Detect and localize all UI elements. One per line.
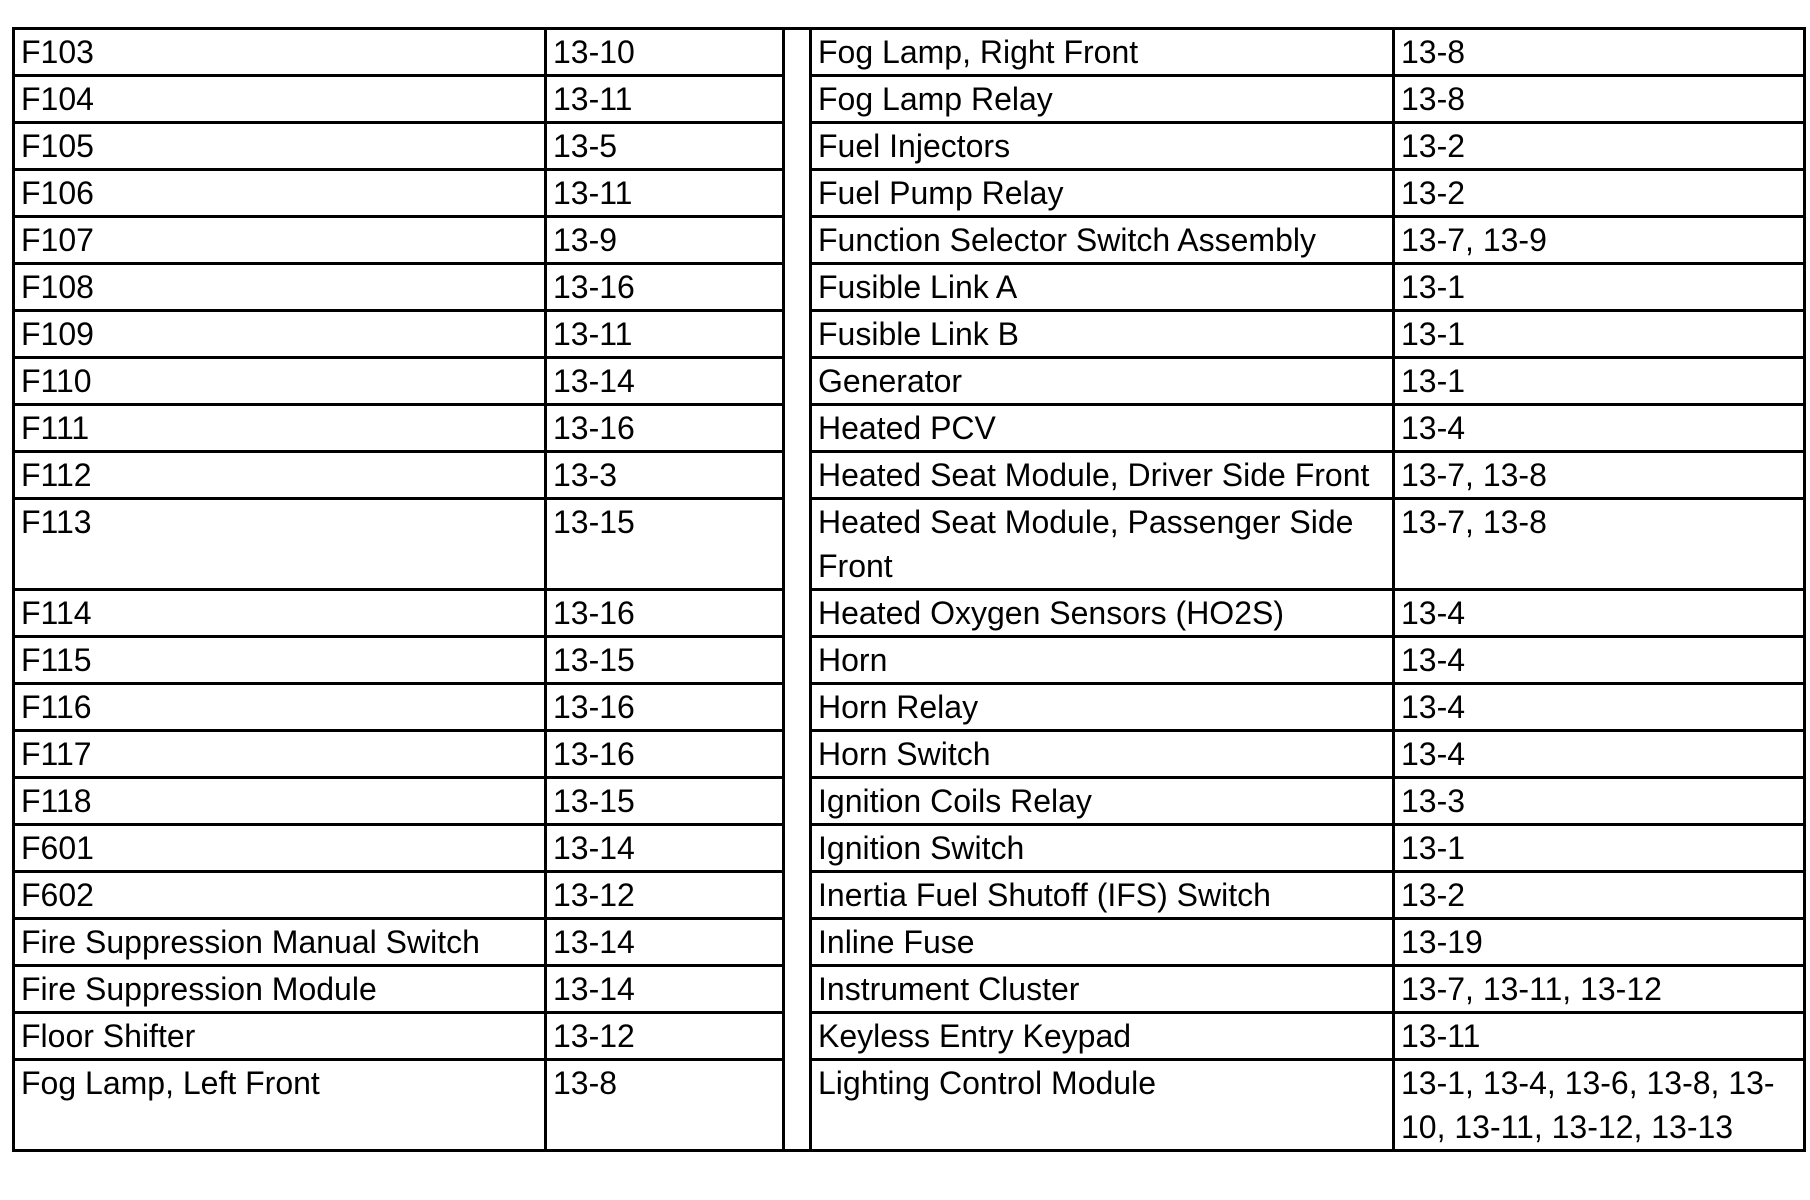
right-component-cell: Heated Seat Module, Driver Side Front [811,452,1394,499]
right-reference-cell: 13-4 [1394,637,1805,684]
table-row [14,405,1805,452]
right-reference-cell: 13-4 [1394,590,1805,637]
left-reference-cell: 13-12 [546,1013,784,1060]
table-row [14,123,1805,170]
left-component-cell: F117 [14,731,546,778]
right-reference-cell: 13-1 [1394,825,1805,872]
left-component-cell: F107 [14,217,546,264]
column-gap [784,684,811,731]
left-reference-cell: 13-14 [546,966,784,1013]
left-reference-cell: 13-5 [546,123,784,170]
column-gap [784,778,811,825]
right-reference-cell: 13-1, 13-4, 13-6, 13-8, 13-10, 13-11, 13-12, 13-13 [1394,1060,1805,1151]
left-reference-cell: 13-3 [546,452,784,499]
table-row [14,637,1805,684]
left-reference-cell: 13-14 [546,919,784,966]
left-component-cell: Fire Suppression Manual Switch [14,919,546,966]
left-reference-cell: 13-9 [546,217,784,264]
left-reference-cell: 13-16 [546,264,784,311]
table-row [14,1060,1805,1151]
right-reference-cell: 13-8 [1394,29,1805,76]
right-reference-cell: 13-7, 13-8 [1394,499,1805,590]
right-component-cell: Fuel Pump Relay [811,170,1394,217]
right-reference-cell: 13-2 [1394,170,1805,217]
table-row [14,499,1805,590]
right-component-cell: Fog Lamp, Right Front [811,29,1394,76]
left-component-cell: F115 [14,637,546,684]
table-row [14,731,1805,778]
left-reference-cell: 13-14 [546,825,784,872]
table-row [14,590,1805,637]
left-component-cell: F108 [14,264,546,311]
right-reference-cell: 13-1 [1394,264,1805,311]
right-component-cell: Horn [811,637,1394,684]
left-component-cell: F118 [14,778,546,825]
table-row [14,966,1805,1013]
right-reference-cell: 13-11 [1394,1013,1805,1060]
table-row [14,170,1805,217]
right-component-cell: Heated Oxygen Sensors (HO2S) [811,590,1394,637]
table-row [14,217,1805,264]
left-component-cell: F601 [14,825,546,872]
column-gap [784,311,811,358]
left-reference-cell: 13-14 [546,358,784,405]
left-reference-cell: 13-15 [546,637,784,684]
column-gap [784,76,811,123]
table-row [14,76,1805,123]
left-component-cell: F103 [14,29,546,76]
column-gap [784,590,811,637]
index-page [12,27,1803,1190]
column-gap [784,405,811,452]
right-component-cell: Fusible Link A [811,264,1394,311]
column-gap [784,217,811,264]
left-reference-cell: 13-11 [546,170,784,217]
right-component-cell: Fusible Link B [811,311,1394,358]
table-row [14,684,1805,731]
left-component-cell: F106 [14,170,546,217]
left-component-cell: F105 [14,123,546,170]
column-gap [784,358,811,405]
right-reference-cell: 13-3 [1394,778,1805,825]
column-gap [784,123,811,170]
right-component-cell: Ignition Switch [811,825,1394,872]
table-row [14,778,1805,825]
left-reference-cell: 13-11 [546,76,784,123]
right-component-cell: Fog Lamp Relay [811,76,1394,123]
column-gap [784,825,811,872]
column-gap [784,1060,811,1151]
table-row [14,311,1805,358]
column-gap [784,264,811,311]
left-component-cell: F113 [14,499,546,590]
left-component-cell: F114 [14,590,546,637]
table-row [14,264,1805,311]
right-reference-cell: 13-7, 13-11, 13-12 [1394,966,1805,1013]
left-reference-cell: 13-16 [546,731,784,778]
left-reference-cell: 13-10 [546,29,784,76]
right-reference-cell: 13-4 [1394,684,1805,731]
left-reference-cell: 13-15 [546,778,784,825]
table-row [14,358,1805,405]
left-component-cell: F109 [14,311,546,358]
table-row [14,1013,1805,1060]
left-component-cell: F116 [14,684,546,731]
right-component-cell: Inline Fuse [811,919,1394,966]
component-index-table [12,27,1806,1152]
right-reference-cell: 13-7, 13-9 [1394,217,1805,264]
index-table-body [14,29,1805,1151]
right-reference-cell: 13-8 [1394,76,1805,123]
right-reference-cell: 13-19 [1394,919,1805,966]
table-row [14,872,1805,919]
column-gap [784,731,811,778]
left-reference-cell: 13-11 [546,311,784,358]
right-component-cell: Fuel Injectors [811,123,1394,170]
right-reference-cell: 13-4 [1394,405,1805,452]
left-component-cell: F110 [14,358,546,405]
left-reference-cell: 13-16 [546,590,784,637]
right-component-cell: Inertia Fuel Shutoff (IFS) Switch [811,872,1394,919]
right-reference-cell: 13-4 [1394,731,1805,778]
column-gap [784,452,811,499]
right-component-cell: Lighting Control Module [811,1060,1394,1151]
right-component-cell: Horn Switch [811,731,1394,778]
left-component-cell: Fog Lamp, Left Front [14,1060,546,1151]
right-reference-cell: 13-1 [1394,311,1805,358]
column-gap [784,919,811,966]
column-gap [784,170,811,217]
table-row [14,825,1805,872]
left-component-cell: F111 [14,405,546,452]
column-gap [784,637,811,684]
left-component-cell: F104 [14,76,546,123]
right-component-cell: Keyless Entry Keypad [811,1013,1394,1060]
right-reference-cell: 13-1 [1394,358,1805,405]
left-reference-cell: 13-8 [546,1060,784,1151]
table-row [14,29,1805,76]
column-gap [784,966,811,1013]
right-component-cell: Ignition Coils Relay [811,778,1394,825]
left-reference-cell: 13-12 [546,872,784,919]
column-gap [784,872,811,919]
right-reference-cell: 13-2 [1394,872,1805,919]
column-gap [784,499,811,590]
right-component-cell: Function Selector Switch Assembly [811,217,1394,264]
right-component-cell: Instrument Cluster [811,966,1394,1013]
right-component-cell: Generator [811,358,1394,405]
left-reference-cell: 13-16 [546,405,784,452]
left-component-cell: Fire Suppression Module [14,966,546,1013]
left-component-cell: F112 [14,452,546,499]
table-row [14,452,1805,499]
column-gap [784,29,811,76]
right-component-cell: Horn Relay [811,684,1394,731]
table-row [14,919,1805,966]
left-component-cell: Floor Shifter [14,1013,546,1060]
right-component-cell: Heated PCV [811,405,1394,452]
right-reference-cell: 13-2 [1394,123,1805,170]
right-reference-cell: 13-7, 13-8 [1394,452,1805,499]
left-reference-cell: 13-16 [546,684,784,731]
right-component-cell: Heated Seat Module, Passenger Side Front [811,499,1394,590]
left-component-cell: F602 [14,872,546,919]
column-gap [784,1013,811,1060]
left-reference-cell: 13-15 [546,499,784,590]
